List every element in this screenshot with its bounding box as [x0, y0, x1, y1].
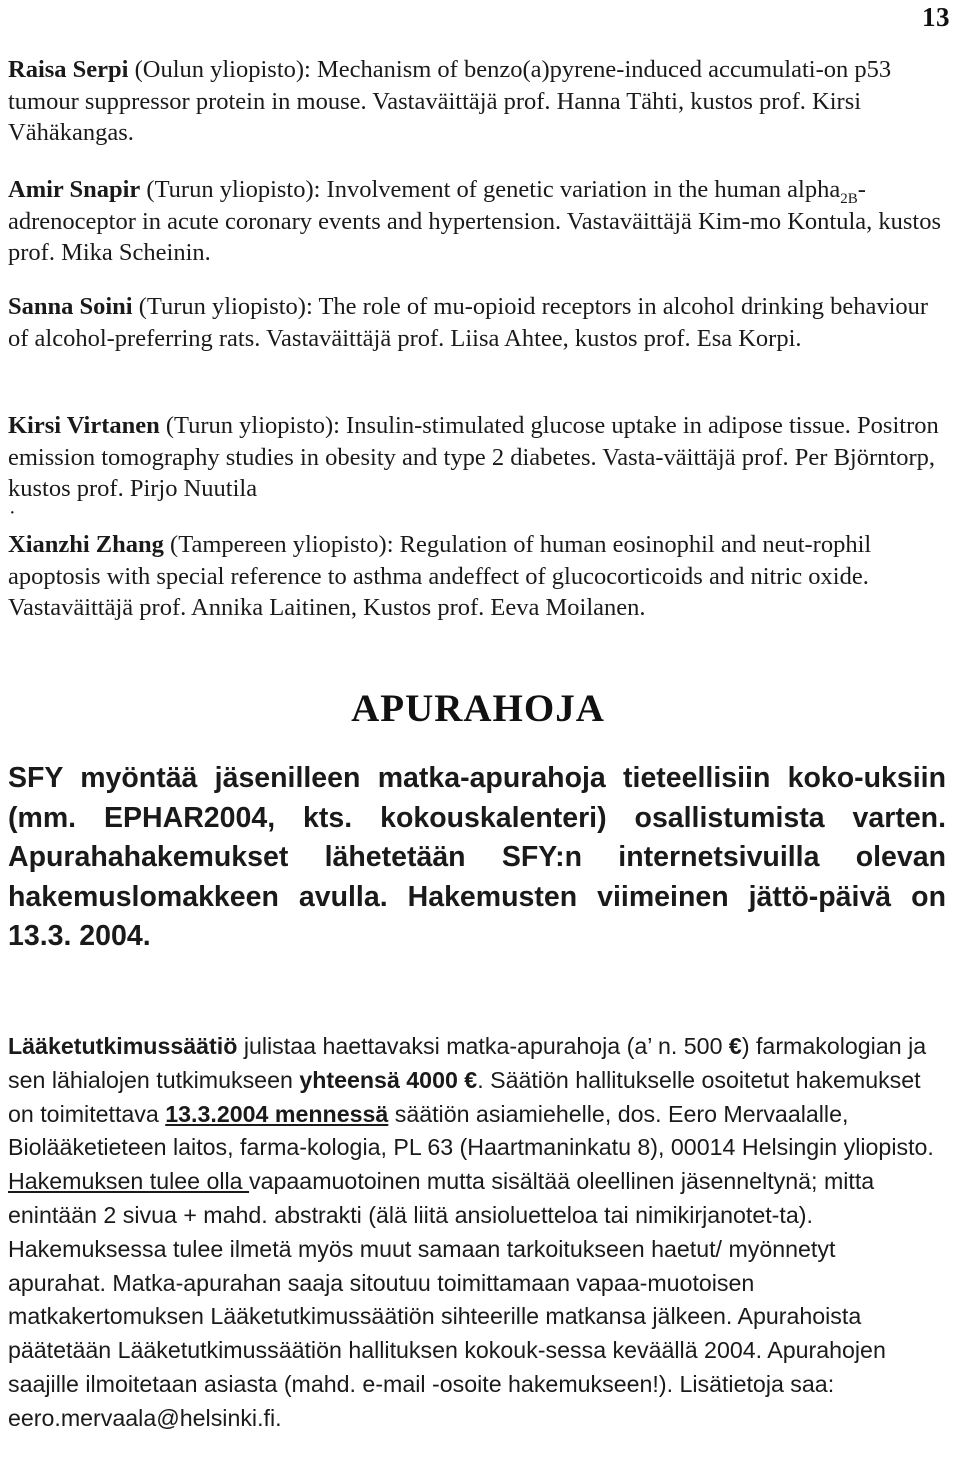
grant-total: yhteensä 4000 € — [299, 1066, 478, 1093]
grant-text: säätiön asiamiehelle, dos. Eero Mervaalalle, Biolääketieteen laitos, farma-kologia, PL 63 (Haartmaninkatu 8), 00014 Helsingin yliopisto. — [8, 1100, 934, 1161]
underlined-phrase: Hakemuksen tulee olla — [8, 1168, 250, 1195]
grant-text: . Säätiön hallitukselle osoitetut hakemukset on toimitettava — [8, 1066, 921, 1127]
dissertation-text: (Turun yliopisto): Insulin-stimulated glucose uptake in adipose tissue. Positron emission tomography studies in obesity and type 2 diabetes. Vasta-väittäjä prof. Per Björntorp, kustos prof. Pirjo Nuutila — [8, 412, 939, 502]
receptor-subscript: 2B — [840, 191, 858, 207]
dissertation-text: (Turun yliopisto): The role of mu-opioid receptors in alcohol drinking behaviour of alcohol-preferring rats. Vastaväittäjä prof. Liisa Ahtee, kustos prof. Esa Korpi. — [8, 293, 929, 352]
author-name: Xianzhi Zhang — [8, 531, 164, 558]
foundation-grant-paragraph — [8, 1030, 938, 1436]
grant-text: julistaa haettavaksi matka-apurahoja (a’ n. 500 — [237, 1033, 729, 1059]
dissertation-text-cont: -adrenoceptor in acute coronary events and hypertension. Vastaväittäjä Kim-mo Kontula, kustos prof. Mika Scheinin. — [8, 176, 941, 266]
page-number: 13 — [922, 2, 950, 32]
grant-deadline: 13.3.2004 mennessä — [165, 1100, 389, 1127]
author-name: Amir Snapir — [8, 176, 141, 203]
dissertation-entry-zhang — [8, 529, 946, 624]
dissertation-text: (Oulun yliopisto): Mechanism of benzo(a)pyrene-induced accumulati-on p53 tumour suppressor protein in mouse. Vastaväittäjä prof. Hanna Tähti, kustos prof. Kirsi Vähäkangas. — [8, 56, 892, 146]
grant-text: ) farmakologian ja sen lähialojen tutkimukseen — [8, 1033, 927, 1093]
dissertation-text: (Tampereen yliopisto): Regulation of human eosinophil and neut-rophil apoptosis with special reference to asthma andeffect of glucocorticoids and nitric oxide. Vastaväittäjä prof. Annika Laitinen, Kustos prof. Eeva Moilanen. — [8, 531, 872, 621]
author-name: Raisa Serpi — [8, 56, 129, 83]
dissertation-entry-soini — [8, 291, 946, 354]
author-name: Kirsi Virtanen — [8, 412, 160, 439]
dissertation-entry-serpi — [8, 54, 946, 149]
euro-sign: € — [728, 1033, 742, 1059]
foundation-name: Lääketutkimussäätiö — [8, 1033, 238, 1059]
dissertation-text: (Turun yliopisto): Involvement of genetic variation in the human alpha — [140, 176, 841, 203]
sfy-grant-paragraph: SFY myöntää jäsenilleen matka-apurahoja tieteellisiin koko-uksiin (mm. EPHAR2004, kts. kokouskalenteri) osallistumista varten. Apurahahakemukset lähetetään SFY:n internetsivuilla olevan hakemuslomakkeen avulla. Hakemusten viimeinen jättö-päivä on 13.3. 2004. — [8, 762, 946, 952]
author-name: Sanna Soini — [8, 293, 133, 320]
section-heading: APURAHOJA — [351, 687, 605, 730]
dissertation-entry-virtanen — [8, 410, 946, 505]
stray-mark: · — [9, 502, 16, 524]
dissertation-entry-snapir — [8, 174, 946, 269]
grant-text: vapaamuotoinen mutta sisältää oleellinen jäsenneltynä; mitta enintään 2 sivua + mahd. abstrakti (älä liitä ansioluetteloa tai nimikirjanotet-ta). Hakemuksessa tulee ilmetä myös muut samaan tarkoitukseen haetut/ myönnetyt apurahat. Matka-apurahan saaja sitoutuu toimittamaan vapaa-muotoisen matkakertomuksen Lääketutkimussäätiön sihteerille matkansa jälkeen. Apurahoista päätetään Lääketutkimussäätiön hallituksen kokouk-sessa keväällä 2004. Apurahojen saajille ilmoitetaan asiasta (mahd. e-mail -osoite hakemukseen!). Lisätietoja saa: eero.mervaala@helsinki.fi. — [8, 1168, 886, 1431]
